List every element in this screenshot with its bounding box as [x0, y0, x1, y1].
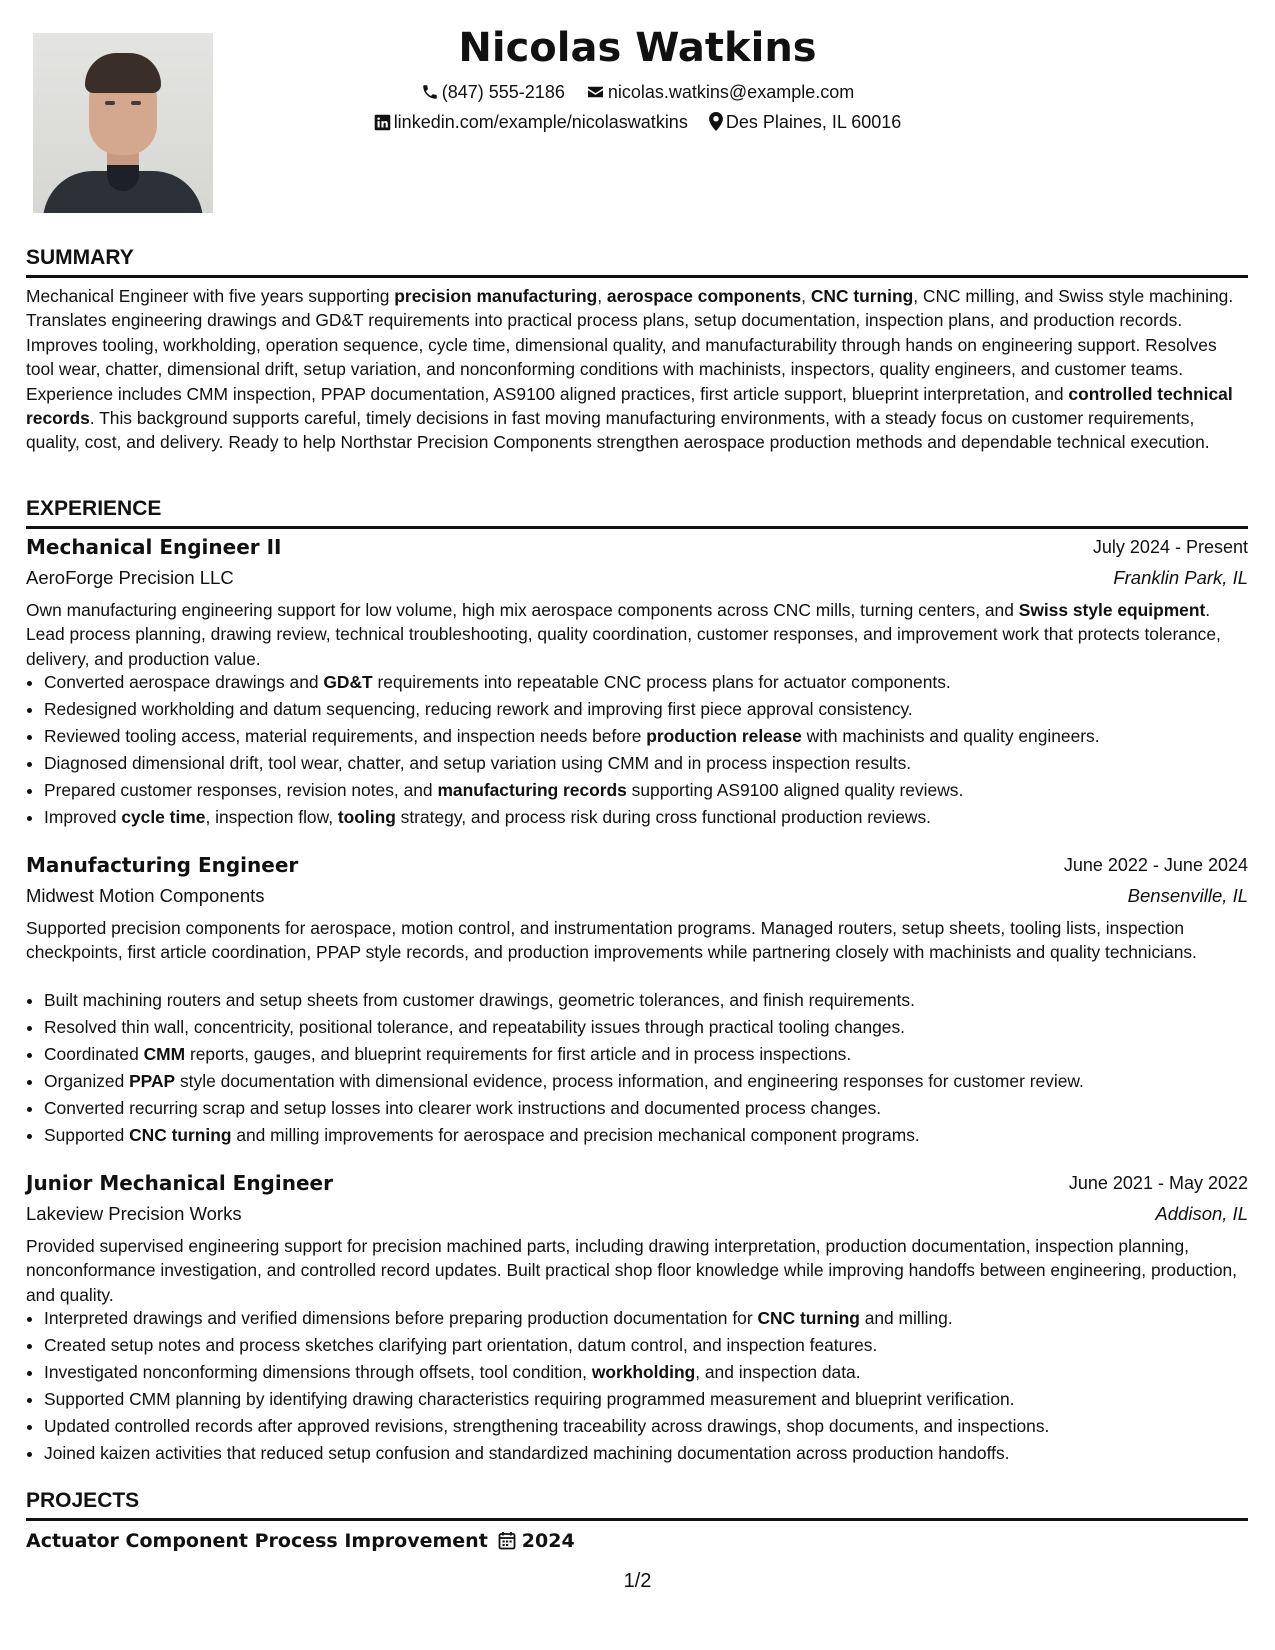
list-item: • Investigated nonconforming dimensions through offsets, tool condition, workholding, and inspection data. — [44, 1359, 1266, 1386]
list-item: • Interpreted drawings and verified dimensions before preparing production documentation for CNC turning and milling. — [44, 1305, 1266, 1332]
contact-row-2 — [0, 110, 1275, 134]
linkedin-icon — [374, 114, 391, 131]
list-item: • Created setup notes and process sketches clarifying part orientation, datum control, and inspection features. — [44, 1332, 1266, 1359]
list-item: • Joined kaizen activities that reduced setup confusion and standardized machining documentation across production handoffs. — [44, 1440, 1266, 1467]
project-entry — [26, 1528, 575, 1554]
list-item: • Prepared customer responses, revision notes, and manufacturing records supporting AS9100 aligned quality reviews. — [44, 777, 1266, 804]
list-item: • Supported CNC turning and milling improvements for aerospace and precision mechanical component programs. — [44, 1122, 1266, 1149]
list-item: • Supported CMM planning by identifying drawing characteristics requiring programmed measurement and blueprint verification. — [44, 1386, 1266, 1413]
email-text: nicolas.watkins@example.com — [607, 82, 855, 102]
job-location: Franklin Park, IL — [1113, 567, 1248, 588]
contact-row-1 — [0, 80, 1275, 104]
job-location: Bensenville, IL — [1127, 885, 1248, 906]
job-company: Lakeview Precision Works — [26, 1203, 242, 1224]
job-description: Own manufacturing engineering support for low volume, high mix aerospace components across CNC mills, turning centers, and Swiss style equipment. Lead process planning, drawing review, technical troubleshooting, quality coordination, customer responses, and improvement work that protects tolerance, delivery, and production value. — [26, 600, 1221, 669]
job-title: Mechanical Engineer II — [26, 535, 282, 559]
list-item: • Converted aerospace drawings and GD&T requirements into repeatable CNC process plans for actuator components. — [44, 669, 1266, 696]
email-item — [586, 80, 854, 104]
location-item — [709, 110, 901, 134]
summary-text: Mechanical Engineer with five years supporting precision manufacturing, aerospace components, CNC turning, CNC milling, and Swiss style machining. Translates engineering drawings and GD&T requirements into practical process plans, setup documentation, inspection plans, and production records. Improves tooling, workholding, operation sequence, cycle time, dimensional quality, and manufacturability through hands on engineering support. Resolves tool wear, chatter, dimensional drift, setup variation, and nonconforming conditions with machinists, inspectors, quality engineers, and customer teams. Experience includes CMM inspection, PPAP documentation, AS9100 aligned practices, first article support, blueprint interpretation, and controlled technical records. This background supports careful, timely decisions in fast moving manufacturing environments, with a steady focus on customer requirements, quality, cost, and delivery. Ready to help Northstar Precision Components strengthen aerospace production methods and dependable technical execution. — [26, 286, 1234, 453]
job-title: Junior Mechanical Engineer — [26, 1171, 333, 1195]
linkedin-item — [374, 110, 688, 134]
location-text: Des Plaines, IL 60016 — [725, 112, 902, 132]
projects-heading: PROJECTS — [26, 1488, 1248, 1521]
envelope-icon — [586, 83, 605, 101]
candidate-name: Nicolas Watkins — [458, 25, 817, 71]
job-title: Manufacturing Engineer — [26, 853, 299, 877]
job-location: Addison, IL — [1155, 1203, 1248, 1224]
job-company: Midwest Motion Components — [26, 885, 265, 906]
list-item: • Updated controlled records after approved revisions, strengthening traceability across drawings, shop documents, and inspections. — [44, 1413, 1266, 1440]
job-dates: July 2024 - Present — [1092, 537, 1248, 557]
phone-text: (847) 555-2186 — [441, 82, 565, 102]
project-title: Actuator Component Process Improvement — [26, 1530, 488, 1552]
list-item: • Resolved thin wall, concentricity, positional tolerance, and repeatability issues through practical tooling changes. — [44, 1014, 1266, 1041]
job-dates: June 2022 - June 2024 — [1063, 855, 1248, 875]
project-year: 2024 — [521, 1530, 575, 1552]
list-item: • Reviewed tooling access, material requirements, and inspection needs before production release with machinists and quality engineers. — [44, 723, 1266, 750]
job-bullets — [26, 1305, 1266, 1467]
list-item: • Organized PPAP style documentation with dimensional evidence, process information, and engineering responses for customer review. — [44, 1068, 1266, 1095]
job-bullets — [26, 987, 1266, 1149]
list-item: • Redesigned workholding and datum sequencing, reducing rework and improving first piece approval consistency. — [44, 696, 1266, 723]
page-number: 1/2 — [623, 1570, 652, 1592]
job-company: AeroForge Precision LLC — [26, 567, 234, 588]
job-description: Provided supervised engineering support for precision machined parts, including drawing interpretation, production documentation, inspection planning, nonconformance investigation, and controlled record updates. Built practical shop floor knowledge while improving handoffs between engineering, production, and quality. — [26, 1236, 1238, 1305]
list-item: • Diagnosed dimensional drift, tool wear, chatter, and setup variation using CMM and in process inspection results. — [44, 750, 1266, 777]
job-dates: June 2021 - May 2022 — [1068, 1173, 1248, 1193]
list-item: • Built machining routers and setup sheets from customer drawings, geometric tolerances, and finish requirements. — [44, 987, 1266, 1014]
phone-item — [421, 80, 565, 104]
experience-heading: EXPERIENCE — [26, 496, 1248, 529]
calendar-icon — [498, 1531, 516, 1550]
job-description: Supported precision components for aerospace, motion control, and instrumentation programs. Managed routers, setup sheets, tooling lists, inspection checkpoints, first article coordination, PPAP style records, and production improvements while partnering closely with machinists and quality technicians. — [26, 918, 1197, 963]
summary-heading: SUMMARY — [26, 245, 1248, 278]
map-pin-icon — [709, 112, 723, 131]
job-bullets — [26, 669, 1266, 831]
list-item: • Converted recurring scrap and setup losses into clearer work instructions and documented process changes. — [44, 1095, 1266, 1122]
linkedin-text: linkedin.com/example/nicolaswatkins — [393, 112, 688, 132]
list-item: • Improved cycle time, inspection flow, tooling strategy, and process risk during cross functional production reviews. — [44, 804, 1266, 831]
list-item: • Coordinated CMM reports, gauges, and blueprint requirements for first article and in process inspections. — [44, 1041, 1266, 1068]
phone-icon — [421, 83, 439, 101]
